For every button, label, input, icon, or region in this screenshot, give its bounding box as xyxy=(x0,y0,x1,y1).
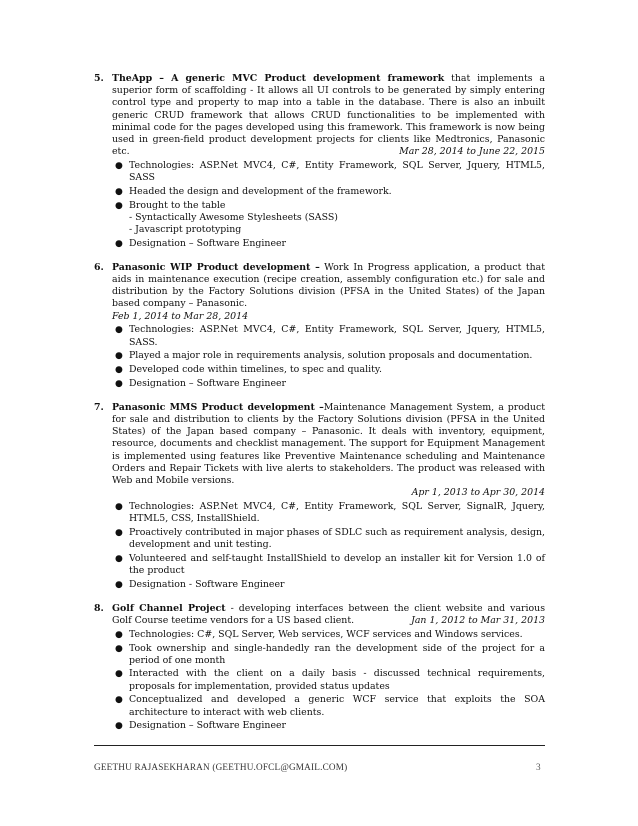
footer-divider xyxy=(94,745,545,746)
list-item xyxy=(112,579,545,591)
list-item xyxy=(112,527,545,551)
bullet-text: Technologies: ASP.Net MVC4, C#, Entity Framework, SQL Server, Jquery, HTML5, SASS. xyxy=(129,324,545,348)
projects-section xyxy=(94,73,545,744)
sub-item: - Syntactically Awesome Stylesheets (SASS) xyxy=(129,211,338,223)
project-title: Panasonic WIP Product development – xyxy=(112,261,320,273)
project-description-text: Work In Progress application, a product that aids in maintenance execution (recipe creation, assembly configuration etc.) for sale and distribution by the Factory Solutions division (PFSA in the United States) of the Japan based company – Panasonic. xyxy=(112,261,545,310)
list-item xyxy=(112,200,545,237)
project-description xyxy=(112,603,545,627)
project-description xyxy=(112,402,545,487)
project-item xyxy=(94,262,545,390)
bullet-text: Headed the design and development of the framework. xyxy=(129,185,392,197)
bullet-text: Volunteered and self-taught InstallShield to develop an installer kit for Version 1.0 of the product xyxy=(129,552,545,577)
bullet-list xyxy=(112,501,545,591)
bullet-icon: ● xyxy=(115,364,123,375)
bullet-text: Technologies: ASP.Net MVC4, C#, Entity Framework, SQL Server, Jquery, HTML5, SASS xyxy=(129,159,545,184)
project-description-text: - developing interfaces between the client website and various Golf Course teetime vendors for a US based client. xyxy=(112,602,546,627)
bullet-icon: ● xyxy=(115,721,123,732)
bullet-icon: ● xyxy=(115,238,123,249)
footer-author: GEETHU RAJASEKHARAN (GEETHU.OFCL@GMAIL.COM) xyxy=(94,762,348,772)
project-description-text: that implements a superior form of scaffolding - It allows all UI controls to be generated by simply entering control type and property to map into a table in the database. There is also an inbuilt generic CRUD framework that allows CRUD functionalities to be implemented with minimal code for the pages developed using this framework. This framework is now being used in green-field product development projects for clients like Medtronics, Panasonic etc. xyxy=(112,73,546,158)
list-item xyxy=(112,160,545,184)
bullet-text: Played a major role in requirements analysis, solution proposals and documentation. xyxy=(129,350,533,362)
bullet-icon: ● xyxy=(115,553,123,564)
bullet-icon: ● xyxy=(115,527,123,538)
project-number: 5. xyxy=(94,73,104,84)
bullet-icon: ● xyxy=(115,502,123,512)
bullet-icon: ● xyxy=(115,629,123,640)
bullet-text: Technologies: ASP.Net MVC4, C#, Entity Framework, SQL Server, SignalR, Jquery, HTML5, CSS, InstallShield. xyxy=(129,501,545,525)
project-date: Mar 28, 2014 to June 22, 2015 xyxy=(399,146,545,158)
list-item xyxy=(112,553,545,577)
bullet-list xyxy=(112,629,545,733)
project-title: TheApp – A generic MVC Product development framework xyxy=(112,73,445,84)
list-item xyxy=(112,186,545,198)
list-item xyxy=(112,720,545,732)
bullet-text: Interacted with the client on a daily basis - discussed technical requirements, proposals for implementation, provided status updates xyxy=(129,668,545,692)
bullet-text: Conceptualized and developed a generic WCF service that exploits the SOA architecture to interact with web clients. xyxy=(129,694,545,718)
list-item xyxy=(112,238,545,250)
list-item xyxy=(112,350,545,362)
bullet-list xyxy=(112,324,545,390)
project-date: Apr 1, 2013 to Apr 30, 2014 xyxy=(411,487,545,499)
sub-item: - Javascript prototyping xyxy=(129,223,242,235)
project-number: 6. xyxy=(94,261,104,273)
bullet-icon: ● xyxy=(115,186,123,197)
project-title: Golf Channel Project xyxy=(112,602,226,614)
bullet-icon: ● xyxy=(115,695,123,706)
bullet-text: Designation – Software Engineer xyxy=(129,237,287,249)
list-item xyxy=(112,668,545,692)
bullet-text: Brought to the table xyxy=(129,199,226,211)
project-item xyxy=(94,402,545,591)
list-item xyxy=(112,629,545,641)
bullet-text: Developed code within timelines, to spec and quality. xyxy=(129,363,382,375)
bullet-text: Took ownership and single-handedly ran the development side of the project for a period of one month xyxy=(129,642,545,666)
project-title: Panasonic MMS Product development – xyxy=(112,401,324,413)
page-number: 3 xyxy=(536,762,541,772)
bullet-text: Technologies: C#, SQL Server, Web services, WCF services and Windows services. xyxy=(129,628,523,640)
bullet-text: Proactively contributed in major phases of SDLC such as requirement analysis, design, development and unit testing. xyxy=(129,526,545,551)
bullet-icon: ● xyxy=(115,643,123,654)
list-item xyxy=(112,324,545,348)
list-item xyxy=(112,364,545,376)
bullet-icon: ● xyxy=(115,160,123,171)
bullet-icon: ● xyxy=(115,378,123,389)
bullet-text: Designation - Software Engineer xyxy=(129,578,285,590)
project-item xyxy=(94,603,545,733)
list-item xyxy=(112,501,545,525)
list-item xyxy=(112,378,545,390)
project-number: 8. xyxy=(94,602,104,614)
project-description-text: Maintenance Management System, a product for sale and distribution to clients by the Factory Solutions division (PFSA in the United States) of the Japan based company – Panasonic. It deals with inventory, equipment, resource, documents and checklist management. The support for Equipment Management is implemented using features like Preventive Maintenance scheduling and Maintenance Orders and Repair Tickets with live alerts to stakeholders. The product was released with Web and Mobile versions. xyxy=(112,401,545,487)
bullet-icon: ● xyxy=(115,579,123,590)
list-item xyxy=(112,643,545,667)
bullet-icon: ● xyxy=(115,200,123,211)
bullet-icon: ● xyxy=(115,351,123,362)
project-date: Feb 1, 2014 to Mar 28, 2014 xyxy=(112,310,249,322)
project-date: Jan 1, 2012 to Mar 31, 2013 xyxy=(411,615,545,627)
project-description xyxy=(112,73,545,158)
bullet-icon: ● xyxy=(115,325,123,336)
bullet-list xyxy=(112,160,545,250)
project-description xyxy=(112,262,545,311)
bullet-text: Designation – Software Engineer xyxy=(129,720,287,732)
bullet-text: Designation – Software Engineer xyxy=(129,377,287,389)
list-item xyxy=(112,694,545,718)
bullet-icon: ● xyxy=(115,669,123,680)
project-item xyxy=(94,73,545,250)
project-number: 7. xyxy=(94,401,104,413)
